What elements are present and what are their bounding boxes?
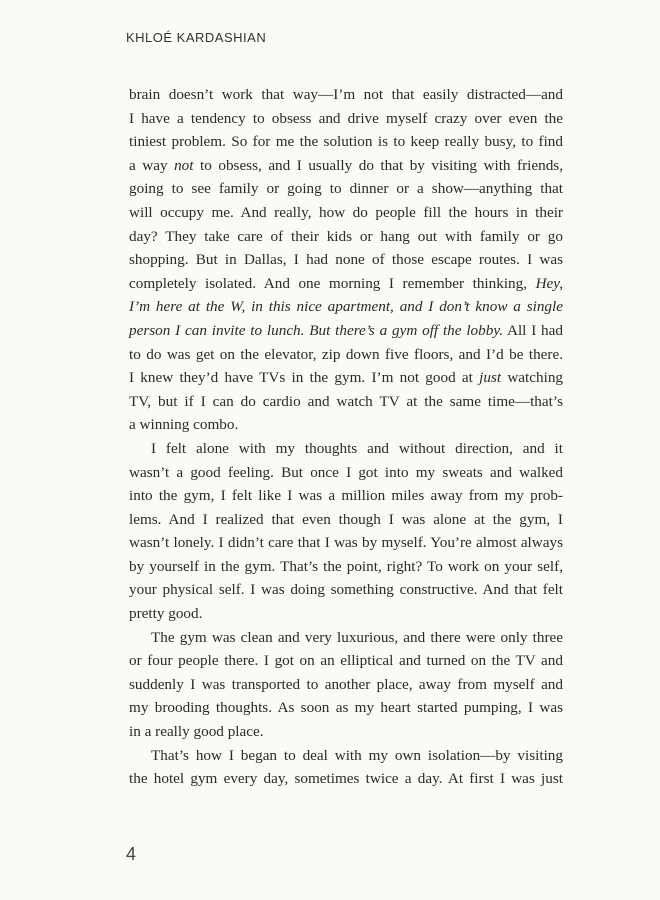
- text-line: shopping. But in Dallas, I had none of those escape routes. I was: [129, 251, 563, 269]
- text-line: wasn’t a good feeling. But once I got into my sweats and walked: [129, 463, 563, 481]
- text-line: will occupy me. And really, how do people fill the hours in their: [129, 203, 563, 221]
- page-number: 4: [126, 844, 137, 864]
- text-line: a winning combo.: [129, 416, 239, 434]
- text-line: TV, but if I can do cardio and watch TV at the same time—that’s: [129, 392, 563, 410]
- text-line: a way not to obsess, and I usually do that by visiting with friends,: [129, 156, 563, 174]
- text-line: completely isolated. And one morning I remember thinking, Hey,: [129, 274, 563, 292]
- text-line: in a really good place.: [129, 723, 264, 741]
- running-head: KHLOÉ KARDASHIAN: [126, 30, 267, 45]
- text-line: I’m here at the W, in this nice apartment, and I don’t know a single: [129, 298, 563, 316]
- text-line: person I can invite to lunch. But there’s a gym off the lobby. All I had: [129, 321, 563, 339]
- text-line: I felt alone with my thoughts and without direction, and it: [151, 439, 563, 457]
- body-text: [129, 83, 563, 791]
- text-line: into the gym, I felt like I was a million miles away from my prob-: [129, 487, 563, 505]
- text-line: or four people there. I got on an elliptical and turned on the TV and: [129, 652, 563, 670]
- text-line: suddenly I was transported to another place, away from myself and: [129, 675, 563, 693]
- text-line: The gym was clean and very luxurious, and there were only three: [151, 628, 563, 646]
- text-line: going to see family or going to dinner or a show—anything that: [129, 180, 563, 198]
- text-line: by yourself in the gym. That’s the point, right? To work on your self,: [129, 557, 563, 575]
- text-line: That’s how I began to deal with my own isolation—by visiting: [151, 746, 563, 764]
- text-line: lems. And I realized that even though I was alone at the gym, I: [129, 510, 563, 528]
- text-line: wasn’t lonely. I didn’t care that I was by myself. You’re almost always: [129, 534, 563, 552]
- text-line: my brooding thoughts. As soon as my heart started pumping, I was: [129, 699, 563, 717]
- text-line: I knew they’d have TVs in the gym. I’m not good at just watching: [129, 369, 564, 387]
- text-line: tiniest problem. So for me the solution is to keep really busy, to find: [129, 133, 563, 151]
- text-line: brain doesn’t work that way—I’m not that easily distracted—and: [129, 86, 563, 103]
- text-line: I have a tendency to obsess and drive myself crazy over even the: [129, 109, 563, 127]
- text-line: your physical self. I was doing something constructive. And that felt: [129, 581, 563, 599]
- text-line: the hotel gym every day, sometimes twice a day. At first I was just: [129, 770, 563, 788]
- text-line: day? They take care of their kids or hang out with family or go: [129, 227, 563, 245]
- text-line: pretty good.: [129, 605, 203, 623]
- text-line: to do was get on the elevator, zip down five floors, and I’d be there.: [129, 345, 563, 363]
